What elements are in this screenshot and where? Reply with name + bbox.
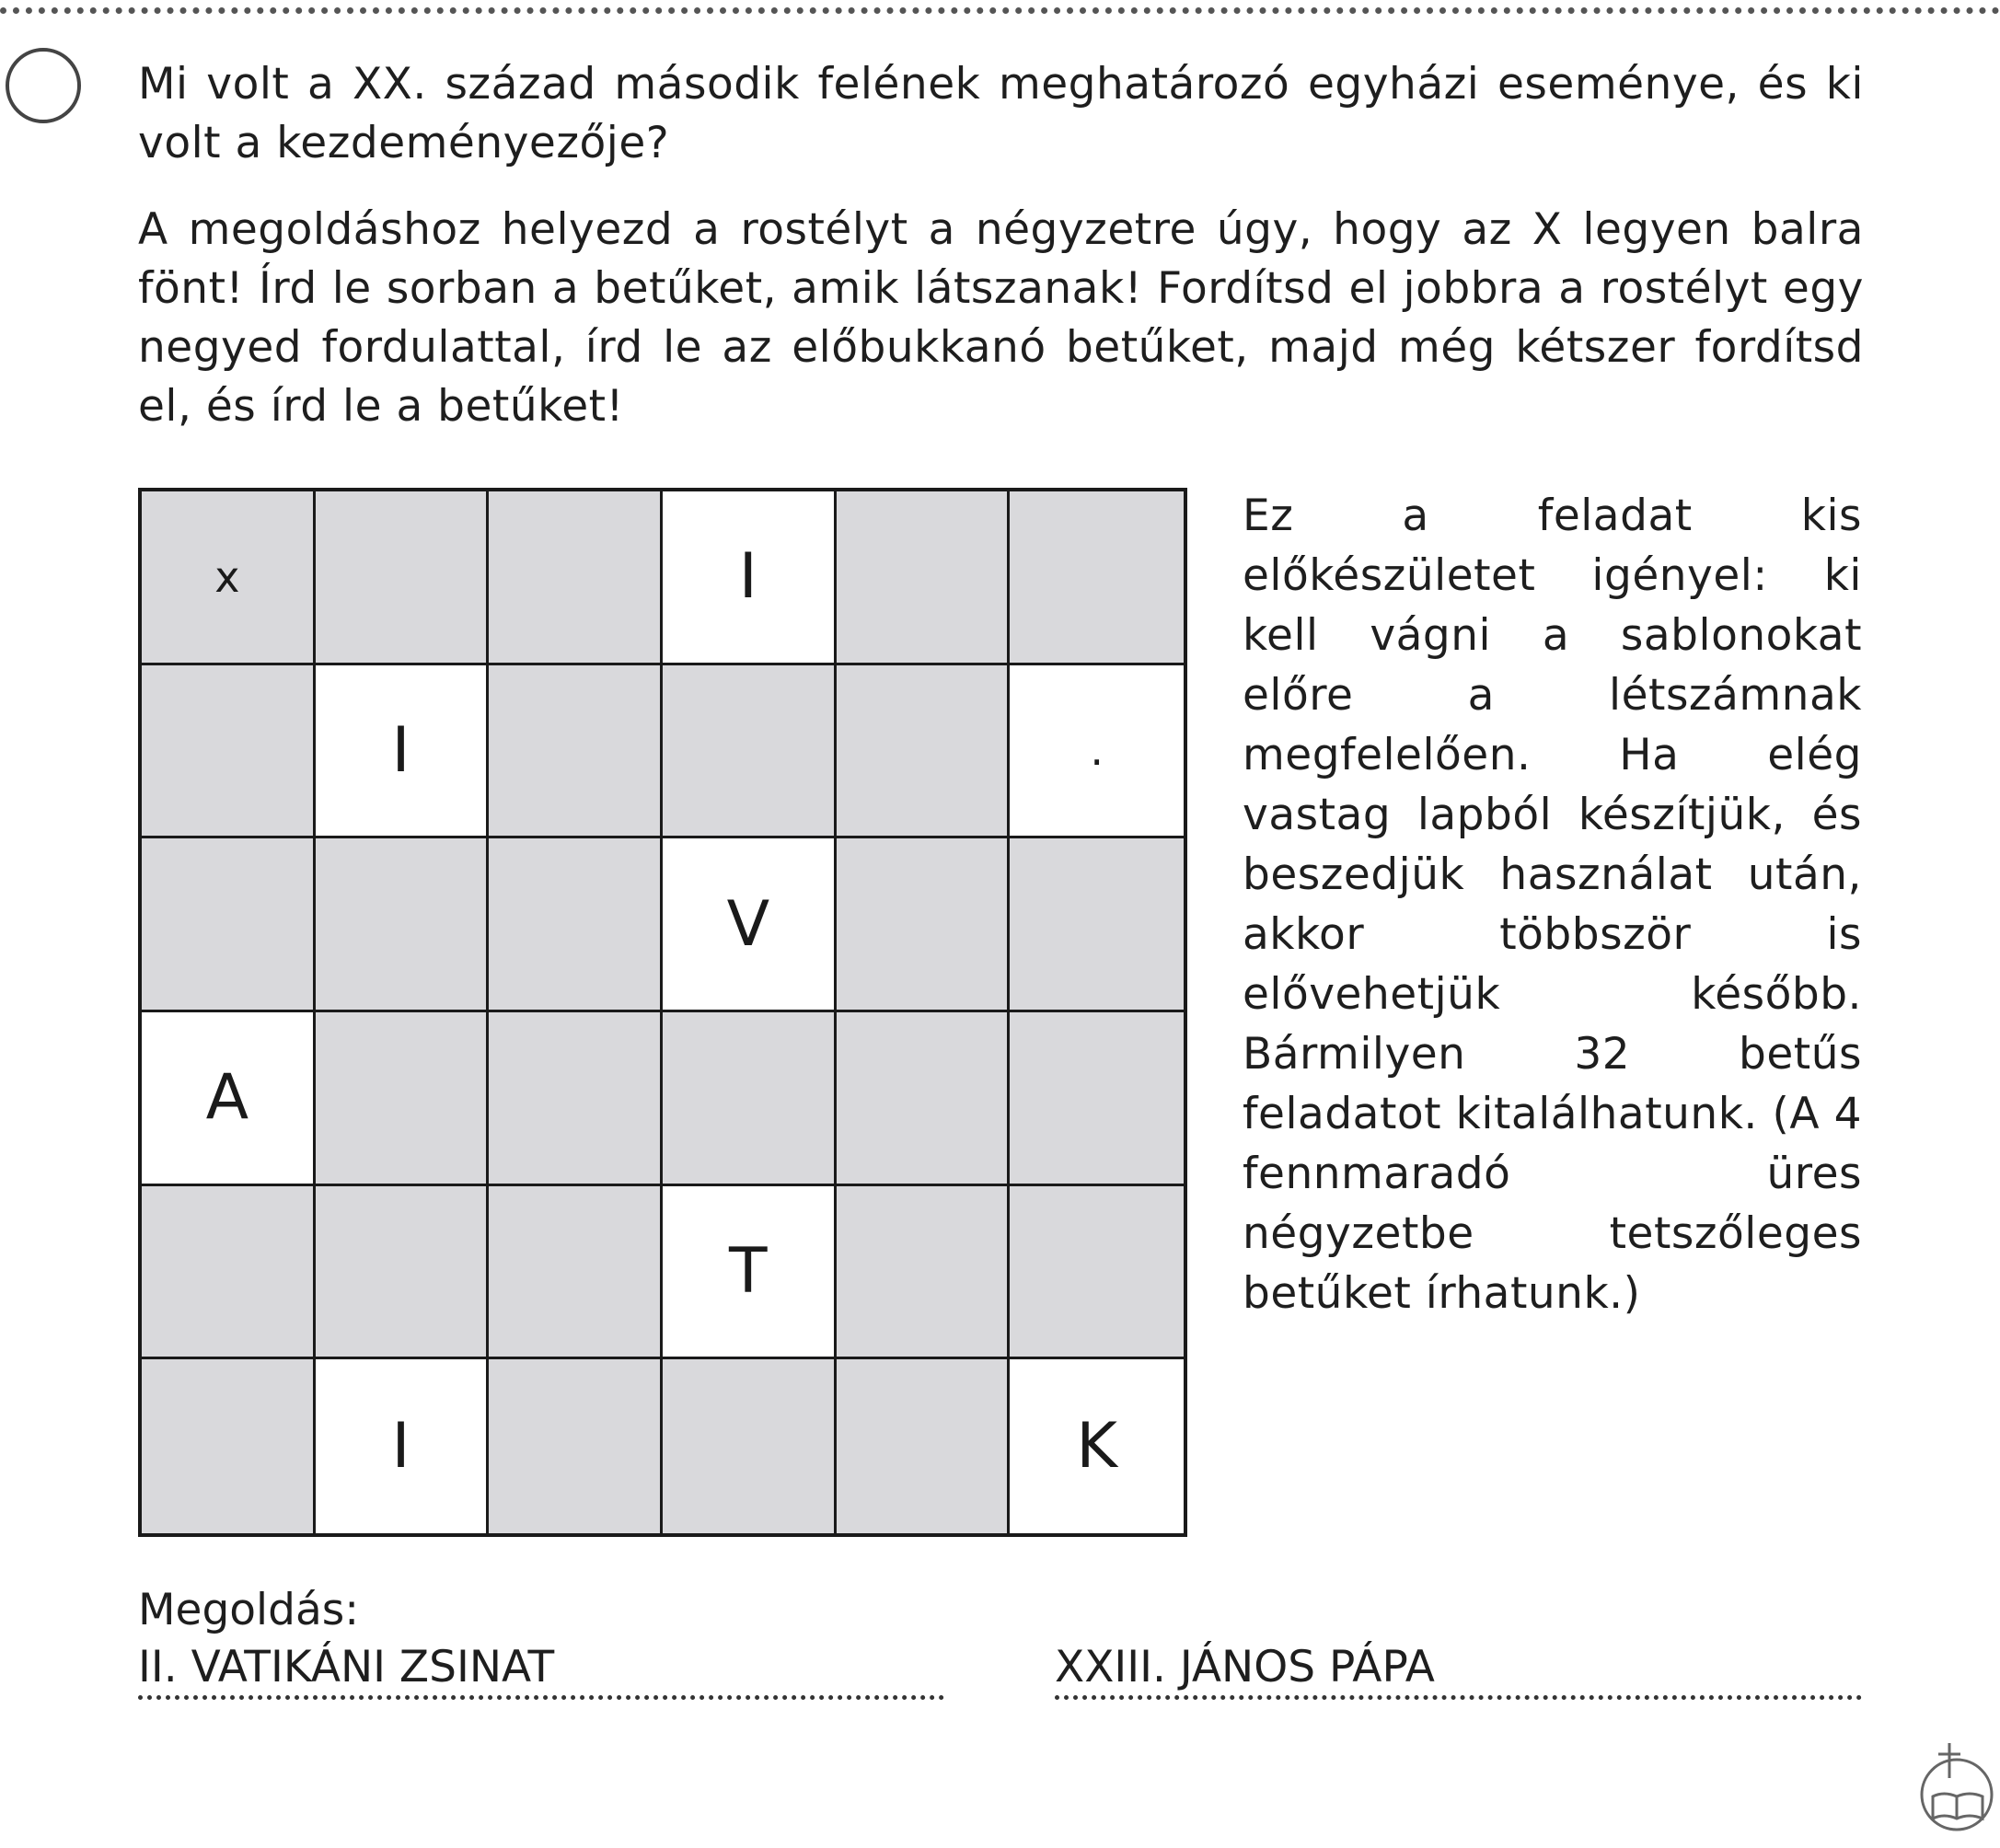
grid-cell-closed (837, 1012, 1011, 1186)
grid-cell-closed (837, 838, 1011, 1012)
letter-grid (138, 488, 1187, 1537)
grid-cell-closed (663, 665, 837, 839)
grid-cell-closed (489, 1186, 663, 1360)
grid-cell-closed (663, 1359, 837, 1533)
grid-cell-closed (316, 1186, 490, 1360)
circle-icon (6, 48, 81, 123)
grid-cell-open: . (1010, 665, 1184, 839)
grid-cell-open: I (316, 665, 490, 839)
grid-cell-closed (1010, 838, 1184, 1012)
grid-cell-closed (489, 1012, 663, 1186)
grid-cell-closed (489, 1359, 663, 1533)
grid-cell-closed (837, 1186, 1011, 1360)
grid-cell-closed (837, 1359, 1011, 1533)
grid-cell-open: I (663, 491, 837, 665)
answer-line-1[interactable]: II. VATIKÁNI ZSINAT (138, 1640, 944, 1700)
grid-cell-open: A (142, 1012, 316, 1186)
grid-cell-open: I (316, 1359, 490, 1533)
grid-cell-closed (1010, 491, 1184, 665)
grid-cell-closed (489, 838, 663, 1012)
grid-cell-closed (1010, 1012, 1184, 1186)
grid-cell-closed (663, 1012, 837, 1186)
grid-cell-closed (1010, 1186, 1184, 1360)
grid-cell-open: V (663, 838, 837, 1012)
top-dotted-separator (0, 7, 2000, 14)
grid-cell-closed (316, 838, 490, 1012)
task-question: Mi volt a XX. század második felének meghatározó egyházi eseménye, és ki volt a kezdeményezője? (138, 59, 1864, 168)
teacher-note: Ez a feladat kis előkészületet igényel: ki kell vágni a sablonokat előre a létszámnak megfelelően. Ha elég vastag lapból készítjük, és beszedjük használat után, akkor többször is elővehetjük később. Bármilyen 32 betűs feladatot kitalálhatunk. (A 4 fennmaradó üres négyzetbe tetszőleges betűket írhatunk.) (1243, 491, 1862, 1319)
grid-cell-closed (142, 1186, 316, 1360)
grid-cell-open: T (663, 1186, 837, 1360)
solution-label: Megoldás: (138, 1585, 360, 1635)
cross-book-icon (1913, 1741, 1995, 1833)
grid-cell-closed (489, 491, 663, 665)
grid-cell-closed (142, 665, 316, 839)
grid-cell-closed (316, 1012, 490, 1186)
grid-cell-closed (142, 838, 316, 1012)
grid-cell-closed: x (142, 491, 316, 665)
grid-cell-closed (316, 491, 490, 665)
grid-cell-closed (489, 665, 663, 839)
grid-cell-closed (837, 665, 1011, 839)
task-instructions: A megoldáshoz helyezd a rostélyt a négyzetre úgy, hogy az X legyen balra fönt! Írd le sorban a betűket, amik látszanak! Fordítsd el jobbra a rostélyt egy negyed fordulattal, írd le az előbukkanó betűket, majd még kétszer fordítsd el, és írd le a betűket! (138, 204, 1864, 432)
grid-cell-closed (837, 491, 1011, 665)
grid-cell-closed (142, 1359, 316, 1533)
grid-cell-open: K (1010, 1359, 1184, 1533)
answer-line-2[interactable]: XXIII. JÁNOS PÁPA (1055, 1640, 1862, 1700)
